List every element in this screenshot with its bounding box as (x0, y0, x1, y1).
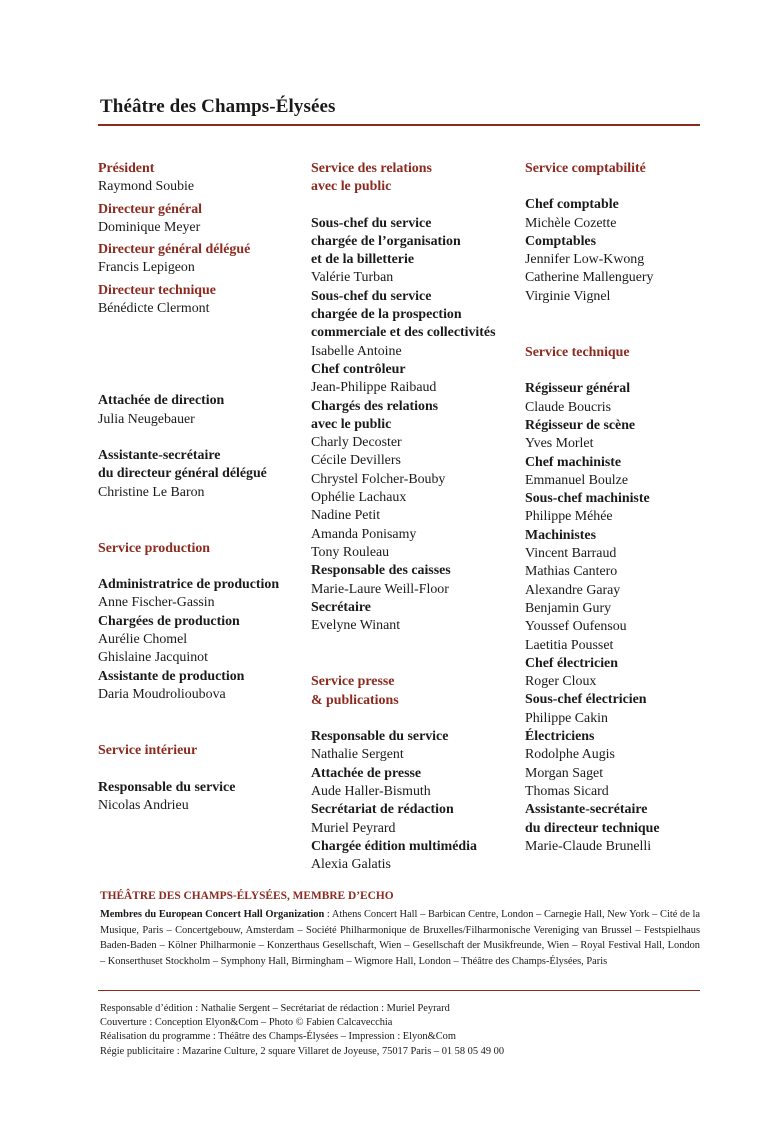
staff-name: Jennifer Low-Kwong (525, 252, 645, 268)
staff-name: Valérie Turban (311, 270, 394, 286)
staff-name: Thomas Sicard (525, 783, 609, 799)
credit-line-production: Réalisation du programme : Théâtre des Champs-Élysées – Impression : Elyon&Com (100, 1031, 456, 1043)
job-title: Secrétariat de rédaction (311, 802, 454, 818)
staff-name: Charly Decoster (311, 435, 402, 451)
job-title: Administratrice de production (98, 577, 280, 593)
staff-name: Marie-Laure Weill-Floor (311, 581, 449, 597)
staff-name: Daria Moudrolioubova (98, 686, 226, 702)
job-title: Secrétaire (311, 599, 371, 615)
staff-name: Nathalie Sergent (311, 747, 404, 763)
page-title: Théâtre des Champs-Élysées (100, 96, 336, 117)
job-title: Assistante-secrétaire (525, 802, 648, 818)
staff-name: Francis Lepigeon (98, 260, 195, 276)
job-title: Chef machiniste (525, 454, 622, 470)
job-title: avec le public (311, 416, 392, 432)
staff-column-3 (525, 160, 705, 856)
section-heading: Président (98, 161, 155, 176)
job-title: et de la billetterie (311, 252, 414, 268)
spacer (311, 710, 516, 728)
job-title: commerciale et des collectivités (311, 325, 496, 341)
staff-name: Vincent Barraud (525, 546, 617, 562)
spacer (525, 362, 705, 380)
staff-name: Yves Morlet (525, 436, 594, 452)
staff-name: Youssef Oufensou (525, 619, 627, 635)
section-heading: Service comptabilité (525, 161, 646, 176)
staff-name: Ghislaine Jacquinot (98, 650, 208, 666)
job-title: Électriciens (525, 729, 595, 745)
section-heading: Service technique (525, 345, 630, 361)
job-title: Responsable des caisses (311, 563, 451, 579)
job-title: Chargée édition multimédia (311, 838, 477, 854)
job-title: Sous-chef machiniste (525, 491, 650, 507)
job-title: Régisseur de scène (525, 417, 636, 433)
staff-name: Tony Rouleau (311, 544, 390, 560)
staff-name: Michèle Cozette (525, 215, 617, 231)
header-divider (98, 124, 700, 126)
staff-name: Julia Neugebauer (98, 411, 195, 427)
spacer (98, 704, 298, 742)
staff-name: Catherine Mallenguery (525, 270, 654, 286)
spacer (98, 429, 298, 447)
staff-name: Jean-Philippe Raibaud (311, 380, 437, 396)
job-title: Assistante de production (98, 668, 245, 684)
section-heading: Service production (98, 540, 211, 556)
section-heading: & publications (311, 692, 399, 708)
job-title: Responsable du service (98, 779, 236, 795)
spacer (98, 318, 298, 392)
section-heading: avec le public (311, 179, 392, 195)
spacer (98, 558, 298, 576)
staff-name: Dominique Meyer (98, 219, 201, 235)
echo-members-list: : Athens Concert Hall – Barbican Centre, London – Carnegie Hall, New York – Cité de la Musique, Paris – Concertgebouw, Amsterdam – Société Philharmonique de Bruxelles/Filharmonische Vereniging van Brussel – Festspielhaus Baden-Baden – Kölner Philharmonie – Konzerthaus Gesellschaft, Wien – Gesellschaft der Musikfreunde, Wien – Royal Festival Hall, London – Konserthuset Stockholm – Symphony Hall, Birmingham – Wigmore Hall, London – Théâtre des Champs-Élysées, Paris (100, 909, 700, 967)
job-title: Chef comptable (525, 197, 619, 213)
spacer (311, 197, 516, 215)
staff-name: Ophélie Lachaux (311, 490, 407, 506)
job-title: Chargés des relations (311, 398, 439, 414)
staff-name: Chrystel Folcher-Bouby (311, 471, 446, 487)
staff-name: Anne Fischer-Gassin (98, 595, 215, 611)
staff-column-2 (311, 160, 516, 874)
staff-name: Laetitia Pousset (525, 637, 614, 653)
staff-name: Nadine Petit (311, 508, 381, 524)
staff-name: Evelyne Winant (311, 618, 401, 634)
job-title: Attachée de presse (311, 765, 422, 781)
job-title: Machinistes (525, 527, 596, 543)
job-title: Chargées de production (98, 613, 240, 629)
job-title: chargée de la prospection (311, 307, 462, 323)
job-title: Comptables (525, 233, 596, 249)
job-title: Régisseur général (525, 381, 631, 397)
job-title: Sous-chef du service (311, 215, 432, 231)
echo-members-text (100, 907, 700, 969)
staff-column-1 (98, 160, 298, 815)
staff-name: Raymond Soubie (98, 179, 195, 195)
staff-name: Benjamin Gury (525, 600, 612, 616)
job-title: Sous-chef du service (311, 288, 432, 304)
staff-name: Alexia Galatis (311, 857, 391, 873)
staff-name: Virginie Vignel (525, 288, 611, 304)
staff-name: Nicolas Andrieu (98, 797, 189, 813)
job-title: Chef électricien (525, 655, 618, 671)
spacer (525, 178, 705, 196)
echo-heading: THÉÂTRE DES CHAMPS-ÉLYSÉES, MEMBRE D’ECHO (100, 890, 394, 902)
staff-name: Philippe Cakin (525, 710, 608, 726)
staff-name: Mathias Cantero (525, 564, 618, 580)
spacer (98, 502, 298, 540)
staff-name: Bénédicte Clermont (98, 301, 210, 317)
staff-name: Rodolphe Augis (525, 747, 615, 763)
section-heading: Directeur général délégué (98, 242, 251, 258)
staff-name: Cécile Devillers (311, 453, 401, 469)
credit-line-advertising: Régie publicitaire : Mazarine Culture, 2 square Villaret de Joyeuse, 75017 Paris – 01 58 05 49 00 (100, 1045, 505, 1057)
section-heading: Directeur général (98, 201, 203, 217)
credit-line-editorial: Responsable d’édition : Nathalie Sergent – Secrétariat de rédaction : Muriel Peyrard (100, 1003, 450, 1014)
staff-name: Roger Cloux (525, 674, 597, 690)
spacer (525, 306, 705, 344)
section-heading: Directeur technique (98, 282, 216, 298)
staff-name: Isabelle Antoine (311, 343, 402, 359)
job-title: chargée de l’organisation (311, 233, 461, 249)
section-heading: Service des relations (311, 161, 432, 176)
staff-name: Marie-Claude Brunelli (525, 838, 652, 854)
credits-block (100, 1002, 700, 1059)
section-heading: Service intérieur (98, 743, 198, 759)
job-title: Responsable du service (311, 729, 449, 745)
staff-name: Aude Haller-Bismuth (311, 783, 431, 799)
staff-name: Christine Le Baron (98, 484, 205, 500)
job-title: Assistante-secrétaire (98, 447, 221, 463)
staff-name: Claude Boucris (525, 399, 612, 415)
staff-name: Philippe Méhée (525, 509, 613, 525)
spacer (311, 635, 516, 673)
credit-line-cover: Couverture : Conception Elyon&Com – Photo © Fabien Calcavecchia (100, 1017, 393, 1029)
section-heading: Service presse (311, 674, 395, 690)
staff-name: Muriel Peyrard (311, 820, 396, 836)
staff-name: Morgan Saget (525, 765, 604, 781)
staff-name: Alexandre Garay (525, 582, 621, 598)
job-title: du directeur technique (525, 820, 660, 836)
spacer (98, 761, 298, 779)
footer-divider (98, 990, 700, 991)
staff-name: Emmanuel Boulze (525, 472, 628, 488)
job-title: Sous-chef électricien (525, 692, 647, 708)
staff-name: Aurélie Chomel (98, 632, 188, 648)
job-title: du directeur général délégué (98, 466, 267, 482)
echo-lead: Membres du European Concert Hall Organization (100, 909, 325, 920)
job-title: Chef contrôleur (311, 361, 406, 377)
job-title: Attachée de direction (98, 393, 225, 409)
staff-name: Amanda Ponisamy (311, 526, 417, 542)
